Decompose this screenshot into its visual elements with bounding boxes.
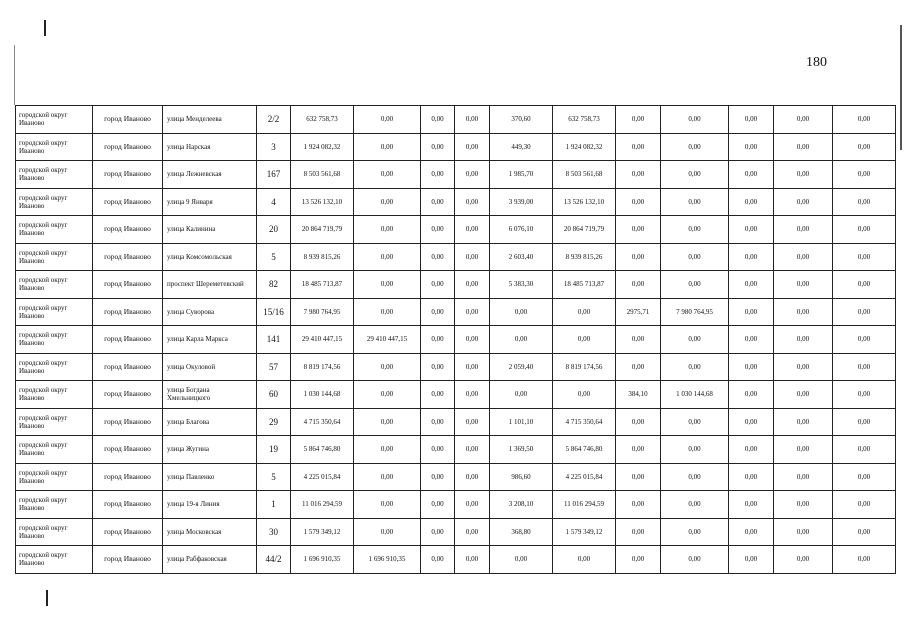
value-cell: 0,00 — [774, 161, 833, 189]
value-cell: 0,00 — [774, 491, 833, 519]
house-number-cell: 30 — [257, 518, 291, 546]
municipality-cell: городской округ Иваново — [16, 518, 93, 546]
city-cell: город Иваново — [93, 546, 163, 574]
value-cell: 0,00 — [833, 298, 896, 326]
value-cell: 0,00 — [354, 353, 421, 381]
value-cell: 0,00 — [774, 298, 833, 326]
table-row — [16, 436, 896, 464]
street-cell: улица Суворова — [163, 298, 257, 326]
value-cell: 0,00 — [661, 463, 729, 491]
street-cell: улица 19-я Линия — [163, 491, 257, 519]
value-cell: 0,00 — [661, 518, 729, 546]
area-cell: 0,00 — [616, 161, 661, 189]
total-cost-cell: 8 503 561,68 — [291, 161, 354, 189]
area-cell: 0,00 — [616, 463, 661, 491]
value-cell: 0,00 — [661, 353, 729, 381]
value-cell: 0,00 — [455, 518, 490, 546]
area-cell: 5 383,30 — [490, 271, 553, 299]
street-cell: улица Благова — [163, 408, 257, 436]
table-row — [16, 518, 896, 546]
value-cell: 0,00 — [729, 188, 774, 216]
value-cell: 0,00 — [729, 408, 774, 436]
value-cell: 0,00 — [833, 353, 896, 381]
value-cell: 0,00 — [774, 188, 833, 216]
value-cell: 0,00 — [421, 133, 455, 161]
municipality-cell: городской округ Иваново — [16, 436, 93, 464]
value-cell: 0,00 — [455, 491, 490, 519]
value-cell: 0,00 — [729, 326, 774, 354]
street-cell: улица 9 Января — [163, 188, 257, 216]
total-cost-cell: 4 225 015,84 — [291, 463, 354, 491]
value-cell: 0,00 — [421, 436, 455, 464]
city-cell: город Иваново — [93, 436, 163, 464]
municipality-cell: городской округ Иваново — [16, 408, 93, 436]
table-row — [16, 216, 896, 244]
value-cell: 0,00 — [354, 188, 421, 216]
house-number-cell: 1 — [257, 491, 291, 519]
value-cell: 0,00 — [774, 271, 833, 299]
value-cell: 0,00 — [774, 243, 833, 271]
value-cell: 0,00 — [774, 353, 833, 381]
area-cell: 0,00 — [490, 546, 553, 574]
value-cell: 0,00 — [455, 271, 490, 299]
city-cell: город Иваново — [93, 243, 163, 271]
street-cell: улица Окуловой — [163, 353, 257, 381]
value-cell: 0,00 — [729, 298, 774, 326]
value-cell: 0,00 — [421, 326, 455, 354]
municipality-cell: городской округ Иваново — [16, 491, 93, 519]
value-cell: 1 924 082,32 — [553, 133, 616, 161]
area-cell: 0,00 — [616, 188, 661, 216]
area-cell: 0,00 — [616, 546, 661, 574]
value-cell: 0,00 — [833, 491, 896, 519]
value-cell: 0,00 — [421, 243, 455, 271]
value-cell: 0,00 — [354, 463, 421, 491]
street-cell: улица Лежневская — [163, 161, 257, 189]
municipality-cell: городской округ Иваново — [16, 106, 93, 134]
value-cell: 0,00 — [553, 298, 616, 326]
street-cell: улица Жугина — [163, 436, 257, 464]
value-cell: 7 980 764,95 — [661, 298, 729, 326]
table-row — [16, 546, 896, 574]
value-cell: 1 030 144,68 — [661, 381, 729, 409]
value-cell: 0,00 — [455, 326, 490, 354]
house-number-cell: 44/2 — [257, 546, 291, 574]
table-row — [16, 381, 896, 409]
area-cell: 0,00 — [616, 326, 661, 354]
value-cell: 0,00 — [729, 436, 774, 464]
value-cell: 0,00 — [455, 546, 490, 574]
city-cell: город Иваново — [93, 518, 163, 546]
value-cell: 0,00 — [455, 106, 490, 134]
value-cell: 0,00 — [661, 436, 729, 464]
area-cell: 368,80 — [490, 518, 553, 546]
value-cell: 0,00 — [455, 188, 490, 216]
value-cell: 0,00 — [774, 436, 833, 464]
total-cost-cell: 8 819 174,56 — [291, 353, 354, 381]
area-cell: 384,10 — [616, 381, 661, 409]
value-cell: 0,00 — [661, 491, 729, 519]
city-cell: город Иваново — [93, 353, 163, 381]
value-cell: 0,00 — [729, 353, 774, 381]
house-number-cell: 19 — [257, 436, 291, 464]
value-cell: 0,00 — [774, 518, 833, 546]
area-cell: 0,00 — [616, 216, 661, 244]
table-row — [16, 243, 896, 271]
table-row — [16, 106, 896, 134]
value-cell: 0,00 — [421, 353, 455, 381]
value-cell: 0,00 — [833, 271, 896, 299]
house-number-cell: 57 — [257, 353, 291, 381]
area-cell: 0,00 — [616, 491, 661, 519]
area-cell: 0,00 — [616, 271, 661, 299]
area-cell: 0,00 — [616, 518, 661, 546]
scan-mark-top — [44, 20, 46, 36]
value-cell: 0,00 — [354, 381, 421, 409]
value-cell: 0,00 — [661, 106, 729, 134]
value-cell: 0,00 — [774, 463, 833, 491]
total-cost-cell: 1 579 349,12 — [291, 518, 354, 546]
value-cell: 0,00 — [354, 133, 421, 161]
value-cell: 0,00 — [833, 161, 896, 189]
value-cell: 0,00 — [774, 326, 833, 354]
city-cell: город Иваново — [93, 271, 163, 299]
total-cost-cell: 29 410 447,15 — [291, 326, 354, 354]
value-cell: 5 864 746,80 — [553, 436, 616, 464]
value-cell: 1 579 349,12 — [553, 518, 616, 546]
value-cell: 13 526 132,10 — [553, 188, 616, 216]
value-cell: 8 939 815,26 — [553, 243, 616, 271]
value-cell: 0,00 — [661, 133, 729, 161]
area-cell: 986,60 — [490, 463, 553, 491]
area-cell: 0,00 — [616, 408, 661, 436]
street-cell: улица Калинина — [163, 216, 257, 244]
city-cell: город Иваново — [93, 408, 163, 436]
area-cell: 0,00 — [616, 243, 661, 271]
value-cell: 0,00 — [455, 243, 490, 271]
value-cell: 0,00 — [421, 491, 455, 519]
value-cell: 0,00 — [833, 188, 896, 216]
value-cell: 0,00 — [729, 106, 774, 134]
house-number-cell: 2/2 — [257, 106, 291, 134]
table-body — [16, 106, 896, 574]
area-cell: 1 369,50 — [490, 436, 553, 464]
value-cell: 1 696 910,35 — [354, 546, 421, 574]
house-number-cell: 4 — [257, 188, 291, 216]
value-cell: 0,00 — [553, 326, 616, 354]
municipality-cell: городской округ Иваново — [16, 353, 93, 381]
municipality-cell: городской округ Иваново — [16, 298, 93, 326]
street-cell: улица Карла Маркса — [163, 326, 257, 354]
area-cell: 0,00 — [616, 436, 661, 464]
value-cell: 0,00 — [354, 216, 421, 244]
area-cell: 2 059,40 — [490, 353, 553, 381]
value-cell: 0,00 — [354, 436, 421, 464]
area-cell: 0,00 — [490, 326, 553, 354]
value-cell: 0,00 — [354, 491, 421, 519]
value-cell: 4 225 015,84 — [553, 463, 616, 491]
value-cell: 0,00 — [661, 188, 729, 216]
municipality-cell: городской округ Иваново — [16, 133, 93, 161]
city-cell: город Иваново — [93, 133, 163, 161]
value-cell: 0,00 — [774, 546, 833, 574]
municipality-cell: городской округ Иваново — [16, 463, 93, 491]
city-cell: город Иваново — [93, 381, 163, 409]
street-cell: улица Рабфаковская — [163, 546, 257, 574]
value-cell: 0,00 — [661, 161, 729, 189]
area-cell: 2 603,40 — [490, 243, 553, 271]
area-cell: 1 101,10 — [490, 408, 553, 436]
scan-mark-left-edge — [14, 45, 15, 105]
total-cost-cell: 1 696 910,35 — [291, 546, 354, 574]
municipality-cell: городской округ Иваново — [16, 381, 93, 409]
value-cell: 0,00 — [833, 518, 896, 546]
city-cell: город Иваново — [93, 298, 163, 326]
municipality-cell: городской округ Иваново — [16, 216, 93, 244]
house-number-cell: 82 — [257, 271, 291, 299]
value-cell: 0,00 — [729, 546, 774, 574]
street-cell: улица Московская — [163, 518, 257, 546]
value-cell: 0,00 — [354, 271, 421, 299]
value-cell: 0,00 — [354, 408, 421, 436]
value-cell: 0,00 — [421, 216, 455, 244]
value-cell: 29 410 447,15 — [354, 326, 421, 354]
street-cell: улица Менделеева — [163, 106, 257, 134]
table-row — [16, 298, 896, 326]
total-cost-cell: 1 030 144,68 — [291, 381, 354, 409]
value-cell: 0,00 — [833, 463, 896, 491]
value-cell: 0,00 — [661, 326, 729, 354]
municipality-cell: городской округ Иваново — [16, 161, 93, 189]
table-row — [16, 188, 896, 216]
value-cell: 0,00 — [729, 161, 774, 189]
house-number-cell: 29 — [257, 408, 291, 436]
value-cell: 0,00 — [729, 271, 774, 299]
area-cell: 0,00 — [490, 298, 553, 326]
scan-mark-bottom — [46, 590, 48, 606]
house-number-cell: 60 — [257, 381, 291, 409]
city-cell: город Иваново — [93, 188, 163, 216]
value-cell: 0,00 — [729, 216, 774, 244]
table-row — [16, 463, 896, 491]
value-cell: 8 819 174,56 — [553, 353, 616, 381]
table-row — [16, 133, 896, 161]
municipality-cell: городской округ Иваново — [16, 243, 93, 271]
house-number-cell: 15/16 — [257, 298, 291, 326]
value-cell: 0,00 — [354, 106, 421, 134]
value-cell: 0,00 — [774, 106, 833, 134]
table-row — [16, 326, 896, 354]
value-cell: 0,00 — [354, 518, 421, 546]
value-cell: 0,00 — [455, 436, 490, 464]
total-cost-cell: 1 924 082,32 — [291, 133, 354, 161]
value-cell: 0,00 — [354, 243, 421, 271]
city-cell: город Иваново — [93, 326, 163, 354]
value-cell: 0,00 — [455, 408, 490, 436]
value-cell: 0,00 — [455, 353, 490, 381]
city-cell: город Иваново — [93, 216, 163, 244]
value-cell: 0,00 — [421, 463, 455, 491]
value-cell: 0,00 — [833, 326, 896, 354]
table-row — [16, 408, 896, 436]
total-cost-cell: 632 758,73 — [291, 106, 354, 134]
value-cell: 0,00 — [661, 271, 729, 299]
total-cost-cell: 7 980 764,95 — [291, 298, 354, 326]
value-cell: 4 715 350,64 — [553, 408, 616, 436]
value-cell: 0,00 — [455, 161, 490, 189]
value-cell: 0,00 — [421, 188, 455, 216]
value-cell: 0,00 — [729, 133, 774, 161]
street-cell: улица Павленко — [163, 463, 257, 491]
total-cost-cell: 18 485 713,87 — [291, 271, 354, 299]
total-cost-cell: 13 526 132,10 — [291, 188, 354, 216]
value-cell: 0,00 — [421, 106, 455, 134]
value-cell: 0,00 — [661, 216, 729, 244]
table-row — [16, 491, 896, 519]
house-number-cell: 5 — [257, 243, 291, 271]
city-cell: город Иваново — [93, 106, 163, 134]
street-cell: проспект Шереметевский — [163, 271, 257, 299]
value-cell: 0,00 — [833, 408, 896, 436]
house-number-cell: 3 — [257, 133, 291, 161]
total-cost-cell: 20 864 719,79 — [291, 216, 354, 244]
table-row — [16, 353, 896, 381]
municipality-cell: городской округ Иваново — [16, 188, 93, 216]
value-cell: 0,00 — [774, 216, 833, 244]
value-cell: 0,00 — [421, 161, 455, 189]
value-cell: 0,00 — [553, 381, 616, 409]
value-cell: 0,00 — [553, 546, 616, 574]
value-cell: 0,00 — [774, 133, 833, 161]
page-number: 180 — [806, 55, 827, 70]
value-cell: 0,00 — [729, 491, 774, 519]
value-cell: 0,00 — [455, 381, 490, 409]
street-cell: улица Нарская — [163, 133, 257, 161]
area-cell: 3 208,10 — [490, 491, 553, 519]
value-cell: 0,00 — [354, 298, 421, 326]
value-cell: 632 758,73 — [553, 106, 616, 134]
value-cell: 0,00 — [833, 243, 896, 271]
value-cell: 0,00 — [421, 408, 455, 436]
value-cell: 0,00 — [774, 381, 833, 409]
value-cell: 0,00 — [833, 546, 896, 574]
value-cell: 0,00 — [774, 408, 833, 436]
value-cell: 0,00 — [833, 381, 896, 409]
value-cell: 0,00 — [455, 463, 490, 491]
house-number-cell: 167 — [257, 161, 291, 189]
area-cell: 0,00 — [616, 133, 661, 161]
total-cost-cell: 8 939 815,26 — [291, 243, 354, 271]
value-cell: 0,00 — [661, 408, 729, 436]
street-cell: улица Богдана Хмельницкого — [163, 381, 257, 409]
scan-mark-right-edge — [900, 25, 902, 150]
municipality-cell: городской округ Иваново — [16, 326, 93, 354]
value-cell: 0,00 — [421, 381, 455, 409]
value-cell: 0,00 — [455, 298, 490, 326]
table-row — [16, 271, 896, 299]
area-cell: 1 985,70 — [490, 161, 553, 189]
house-number-cell: 5 — [257, 463, 291, 491]
value-cell: 11 016 294,59 — [553, 491, 616, 519]
value-cell: 0,00 — [354, 161, 421, 189]
value-cell: 0,00 — [833, 216, 896, 244]
value-cell: 0,00 — [421, 298, 455, 326]
total-cost-cell: 4 715 350,64 — [291, 408, 354, 436]
value-cell: 0,00 — [729, 463, 774, 491]
value-cell: 0,00 — [729, 381, 774, 409]
total-cost-cell: 11 016 294,59 — [291, 491, 354, 519]
value-cell: 8 503 561,68 — [553, 161, 616, 189]
city-cell: город Иваново — [93, 161, 163, 189]
house-number-cell: 141 — [257, 326, 291, 354]
area-cell: 2975,71 — [616, 298, 661, 326]
value-cell: 18 485 713,87 — [553, 271, 616, 299]
value-cell: 0,00 — [833, 106, 896, 134]
area-cell: 449,30 — [490, 133, 553, 161]
area-cell: 0,00 — [616, 106, 661, 134]
area-cell: 0,00 — [616, 353, 661, 381]
value-cell: 20 864 719,79 — [553, 216, 616, 244]
value-cell: 0,00 — [833, 133, 896, 161]
municipality-cell: городской округ Иваново — [16, 271, 93, 299]
value-cell: 0,00 — [421, 271, 455, 299]
city-cell: город Иваново — [93, 491, 163, 519]
municipality-cell: городской округ Иваново — [16, 546, 93, 574]
table-row — [16, 161, 896, 189]
value-cell: 0,00 — [833, 436, 896, 464]
value-cell: 0,00 — [661, 546, 729, 574]
value-cell: 0,00 — [729, 243, 774, 271]
total-cost-cell: 5 864 746,80 — [291, 436, 354, 464]
area-cell: 3 939,00 — [490, 188, 553, 216]
value-cell: 0,00 — [455, 133, 490, 161]
city-cell: город Иваново — [93, 463, 163, 491]
area-cell: 370,60 — [490, 106, 553, 134]
value-cell: 0,00 — [729, 518, 774, 546]
house-number-cell: 20 — [257, 216, 291, 244]
register-table — [15, 105, 896, 574]
street-cell: улица Комсомольская — [163, 243, 257, 271]
area-cell: 6 076,10 — [490, 216, 553, 244]
value-cell: 0,00 — [421, 546, 455, 574]
area-cell: 0,00 — [490, 381, 553, 409]
value-cell: 0,00 — [421, 518, 455, 546]
value-cell: 0,00 — [455, 216, 490, 244]
value-cell: 0,00 — [661, 243, 729, 271]
